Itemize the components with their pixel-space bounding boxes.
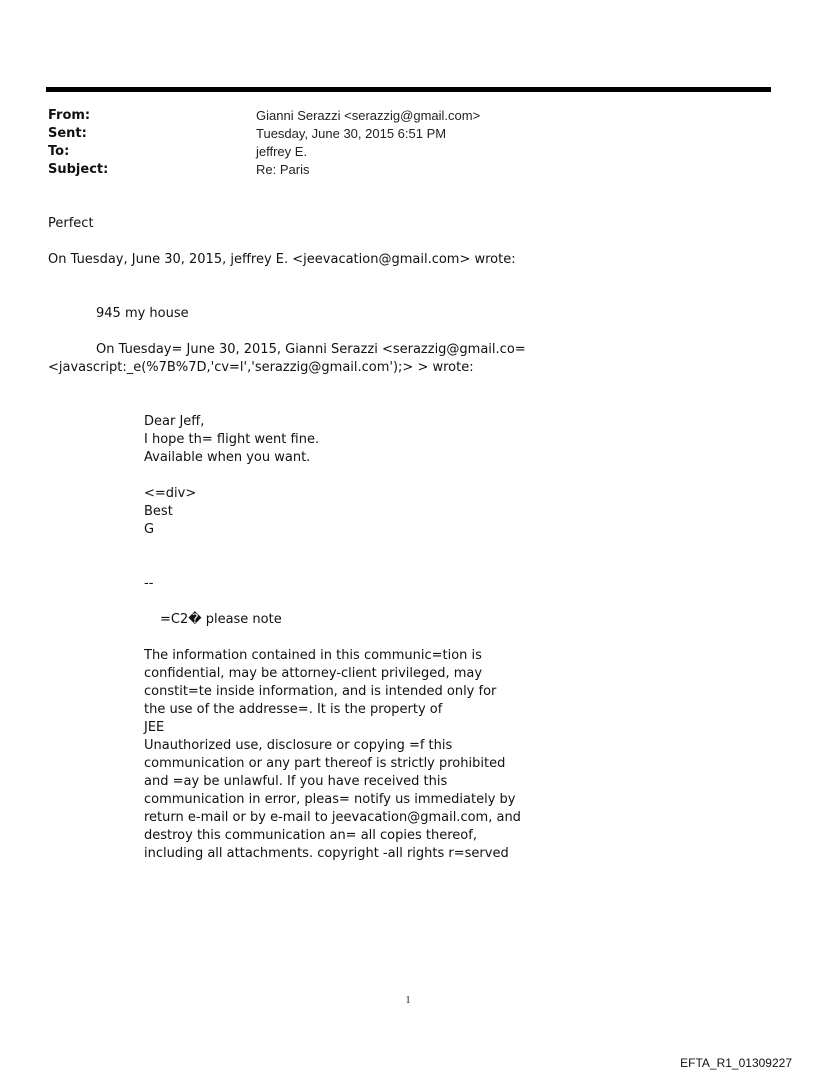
quote2-line: Dear Jeff, (144, 414, 205, 429)
quote2-line: Available when you want. (144, 450, 311, 465)
quote1-text: 945 my house (96, 306, 189, 321)
disclaimer-line: confidential, may be attorney-client privileged, may (144, 666, 483, 681)
disclaimer-line: The information contained in this communic=tion is (144, 648, 482, 663)
to-value: jeffrey E. (256, 144, 308, 159)
sent-row (48, 125, 447, 143)
to-row (48, 143, 308, 161)
disclaimer-line: and =ay be unlawful. If you have received this (144, 774, 448, 789)
sent-value: Tuesday, June 30, 2015 6:51 PM (256, 126, 447, 141)
quote1-attribution: On Tuesday, June 30, 2015, jeffrey E. <jeevacation@gmail.com> wrote: (48, 252, 516, 267)
disclaimer-line: destroy this communication an= all copies thereof, (144, 828, 477, 843)
disclaimer-line: communication in error, pleas= notify us immediately by (144, 792, 516, 807)
bates-number: EFTA_R1_01309227 (680, 1056, 792, 1070)
from-label: From: (48, 108, 91, 123)
disclaimer-line: communication or any part thereof is strictly prohibited (144, 756, 506, 771)
reply-text: Perfect (48, 216, 94, 231)
quote2-line: I hope th= flight went fine. (144, 432, 320, 447)
signature-separator: -- (144, 576, 154, 591)
subject-label: Subject: (48, 162, 109, 177)
quote2-attribution-line2: <javascript:_e(%7B%7D,'cv=l','serazzig@gmail.com');> > wrote: (48, 360, 474, 375)
disclaimer-line: return e-mail or by e-mail to jeevacation@gmail.com, and (144, 810, 521, 825)
to-label: To: (48, 144, 70, 159)
disclaimer-line: including all attachments. copyright -all rights r=served (144, 846, 509, 861)
quote2-attribution-line1: On Tuesday= June 30, 2015, Gianni Serazzi <serazzig@gmail.co= (96, 342, 526, 357)
subject-row (48, 161, 310, 179)
disclaimer-line: constit=te inside information, and is intended only for (144, 684, 497, 699)
note-heading: =C2� please note (160, 612, 282, 627)
from-value: Gianni Serazzi <serazzig@gmail.com> (256, 108, 481, 123)
header-divider (46, 87, 771, 92)
disclaimer-line: JEE (144, 720, 165, 735)
quote2-line: Best (144, 504, 173, 519)
from-row (48, 107, 481, 125)
quote2-line: <=div> (144, 486, 197, 501)
page-number: 1 (405, 995, 411, 1006)
quote2-line: G (144, 522, 155, 537)
disclaimer-line: Unauthorized use, disclosure or copying =f this (144, 738, 453, 753)
sent-label: Sent: (48, 126, 87, 141)
subject-value: Re: Paris (256, 162, 310, 177)
disclaimer-line: the use of the addresse=. It is the property of (144, 702, 443, 717)
